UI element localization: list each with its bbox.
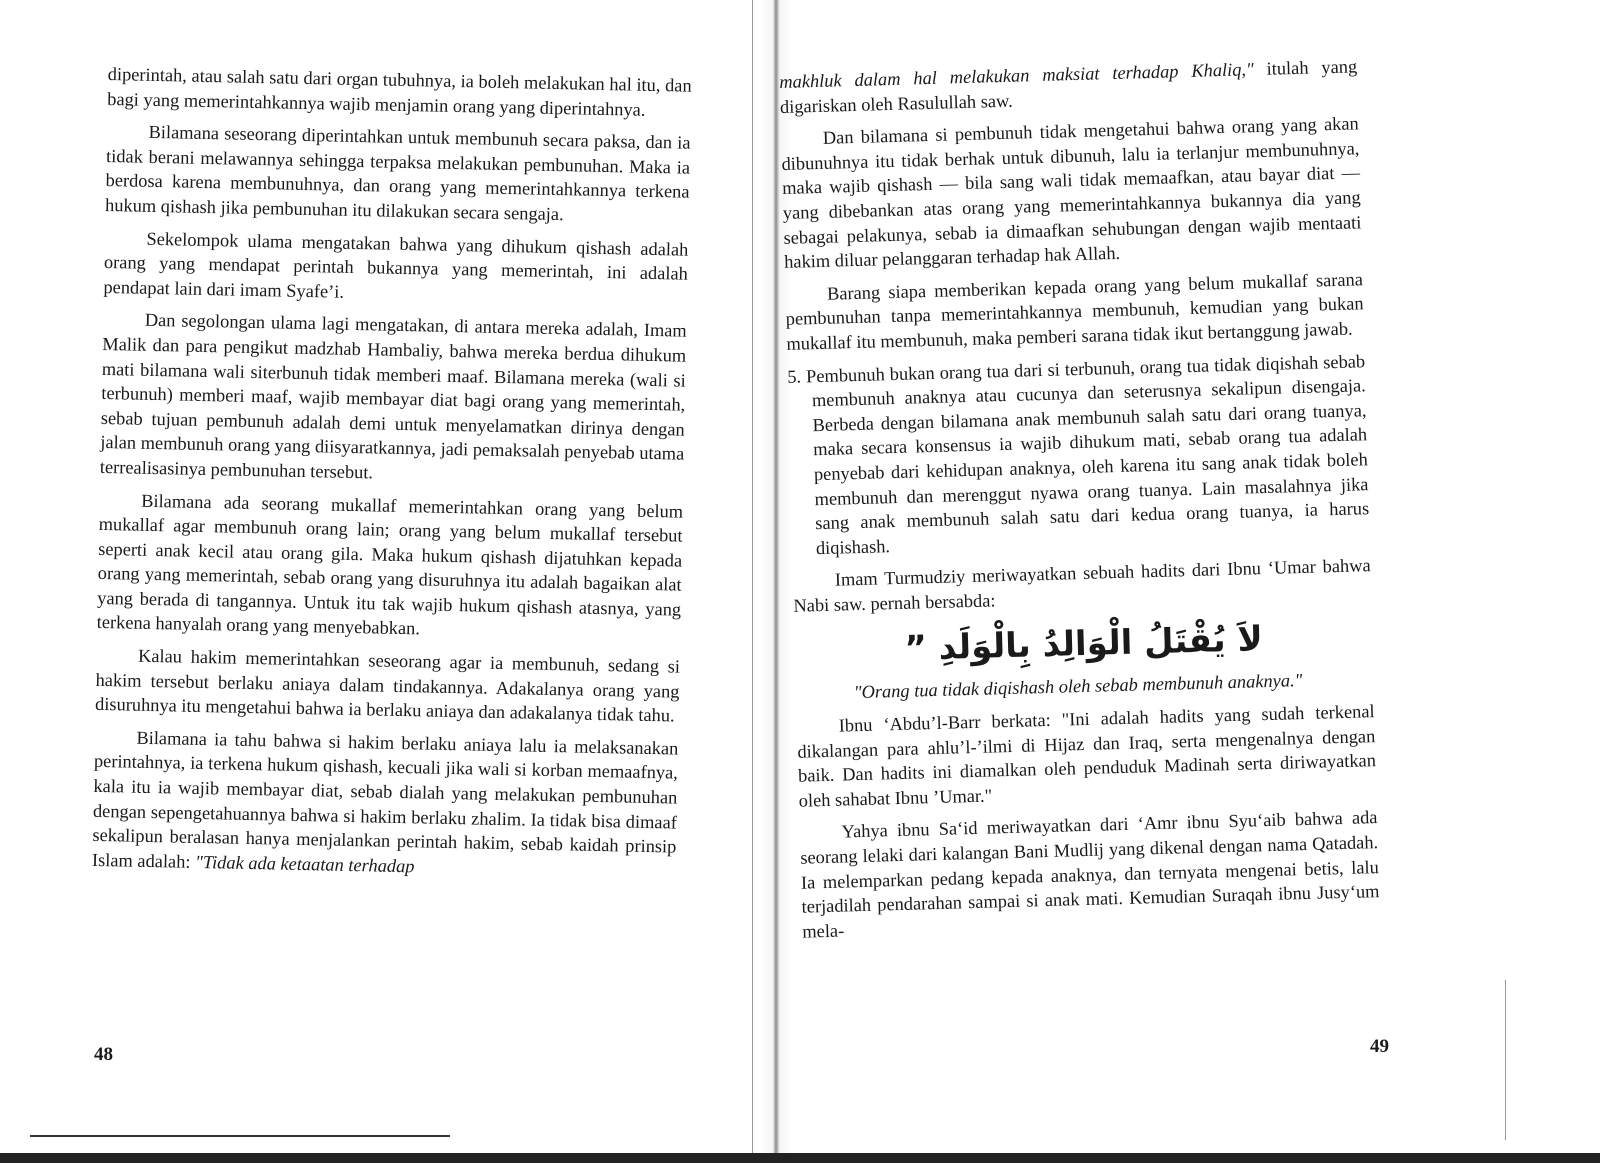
paragraph: Yahya ibnu Sa‘id meriwayatkan dari ‘Amr ibnu Syu‘aib bahwa ada seorang lelaki dari kalangan Bani Mudlij yang dikenal dengan nama Qatadah. Ia melemparkan pedang kepada anaknya, dan ternyata mengenai betis, lalu terjadilah pendarahan sampai si anak mati. Kemudian Suraqah ibnu Jusy‘um mela-: [800, 807, 1380, 942]
paragraph-body: Bilamana ia tahu bahwa si hakim berlaku aniaya lalu ia melaksanakan perintahnya, ia terkena hukum qishash, kecuali jika wali si korban memaafnya, kala itu ia wajib membayar diat, sebab dialah yang melakukan pembunuhan dengan sepengetahuannya bahwa si hakim berlaku zhalim. Ia tidak bisa dimaaf sekalipun beralasan hanya menjalankan perintah hakim, sebab kaidah prinsip Islam adalah:: [91, 727, 679, 872]
paragraph: Kalau hakim memerintahkan seseorang agar ia membunuh, sedang si hakim tersebut berlaku aniaya dalam tindakannya. Adakalanya orang yang disuruhnya itu mengetahui bahwa ia berlaku aniaya dan adakalanya tidak tahu.: [94, 645, 681, 726]
paragraph: Dan bilamana si pembunuh tidak mengetahui bahwa orang yang akan dibunuhnya itu tidak berhak untuk dibunuh, lalu ia terlanjur membunuhnya, maka wajib qishash — bila sang wali tidak memaafkan, atau bayar diat — yang dibebankan atas orang yang memerintahkannya bukannya dia yang sebagai pelakunya, sebab ia dimaafkan sehubungan dengan wajib mentaati hakim diluar pelanggaran terhadap hak Allah.: [781, 113, 1362, 273]
hadith-translation: "Orang tua tidak diqishash oleh sebab membunuh anaknya.": [853, 670, 1303, 703]
page-number-left: 48: [94, 1044, 113, 1065]
italic-quote-end: makhluk dalam hal melakukan maksiat terhadap Khaliq,": [779, 59, 1254, 92]
paragraph: [92, 725, 679, 884]
paragraph: Bilamana ada seorang mukallaf memerintahkan orang yang belum mukallaf agar membunuh orang lain; orang yang belum mukallaf tersebut seperti anak kecil atau orang gila. Maka hukum qishash dijatuhkan kepada orang yang memerintah, sebab orang yang disuruhnya itu adalah bagaikan alat yang berada di tangannya. Untuk itu tak wajib hukum qishash atasnya, yang terkena hanyalah orang yang menyebabkan.: [96, 490, 684, 639]
paragraph: Ibnu ‘Abdu’l-Barr berkata: "Ini adalah hadits yang sudah terkenal dikalangan para ahlu’l-’ilmi di Hijaz dan Iraq, serta mengenalnya dengan baik. Dan hadits ini diamalkan oleh penduduk Madinah serta diriwayatkan oleh sahabat Ibnu ’Umar.": [797, 701, 1377, 811]
right-page: [779, 0, 1600, 1163]
paragraph: Imam Turmudziy meriwayatkan sebuah hadits dari Ibnu ‘Umar bahwa Nabi saw. pernah bersabda:: [793, 555, 1371, 616]
scan-bottom-edge: [0, 1153, 1600, 1163]
scan-edge-mark: [1505, 980, 1506, 1140]
numbered-paragraph: 5. Pembunuh bukan orang tua dari si terbunuh, orang tua tidak diqishah sebab membunuh anaknya atau cucunya dan seterusnya sekalipun disengaja. Berbeda dengan bilamana anak membunuh salah satu dari orang tuanya, maka secara konsensus ia wajib dihukum mati, sebab orang tua adalah penyebab dari kehidupan anaknya, oleh karena itu sang anak tidak boleh membunuh dan merenggut nyawa orang tuanya. Lain masalahnya jika sang anak membunuh salah satu dari kedua orang tuanya, ia harus diqishash.: [787, 350, 1370, 558]
paragraph: Barang siapa memberikan kepada orang yang belum mukallaf sarana pembunuhan tanpa memerintahkannya membunuh, kemudian yang bukan mukallaf itu membunuh, maka pemberi sarana tidak ikut bertanggung jawab.: [785, 269, 1364, 354]
paragraph: [779, 54, 1358, 119]
left-page: [0, 0, 785, 1163]
italic-quote-start: "Tidak ada ketaatan terhadap: [194, 851, 415, 877]
arabic-hadith: لاَ يُقْتَلُ الْوَالِدُ بِالْوَلَدِ ”: [904, 619, 1264, 670]
page-number-right: 49: [1370, 1036, 1389, 1057]
paragraph-body: itulah yang digariskan oleh Rasulullah saw.: [779, 56, 1358, 117]
paragraph: Sekelompok ulama mengatakan bahwa yang dihukum qishash adalah orang yang mendapat perintah bukannya yang memerintah, ini adalah pendapat lain dari imam Syafe’i.: [103, 228, 689, 302]
paragraph: diperintah, atau salah satu dari organ tubuhnya, ia boleh melakukan hal itu, dan bagi yang memerintahkannya wajib menjamin orang yang diperintahnya.: [107, 63, 692, 120]
scan-edge-line: [30, 1135, 450, 1137]
paragraph: Bilamana seseorang diperintahkan untuk membunuh secara paksa, dan ia tidak berani melawannya sehingga terpaksa melakukan pembunuhan. Maka ia berdosa karena membunuhnya, dan orang yang memerintahkannya terkena hukum qishash jika pembunuhan itu dilakukan secara sengaja.: [104, 122, 691, 225]
right-page-text: [779, 54, 1381, 952]
paragraph: Dan segolongan ulama lagi mengatakan, di antara mereka adalah, Imam Malik dan para pengikut madzhab Hambaliy, bahwa mereka berdua dihukum mati bilamana wali siterbunuh tidak memberi maaf. Bilamana mereka (wali si terbunuh) memberi maaf, wajib membayar diat bagi orang yang memerintah, sebab tujuan pembunuh adalah demi untuk menyelamatkan dirinya dengan jalan membunuh orang yang diisyaratkannya, jadi pemaksalah penyebab utama terrealisasinya pembunuhan tersebut.: [99, 310, 687, 483]
left-page-text: [92, 62, 692, 892]
